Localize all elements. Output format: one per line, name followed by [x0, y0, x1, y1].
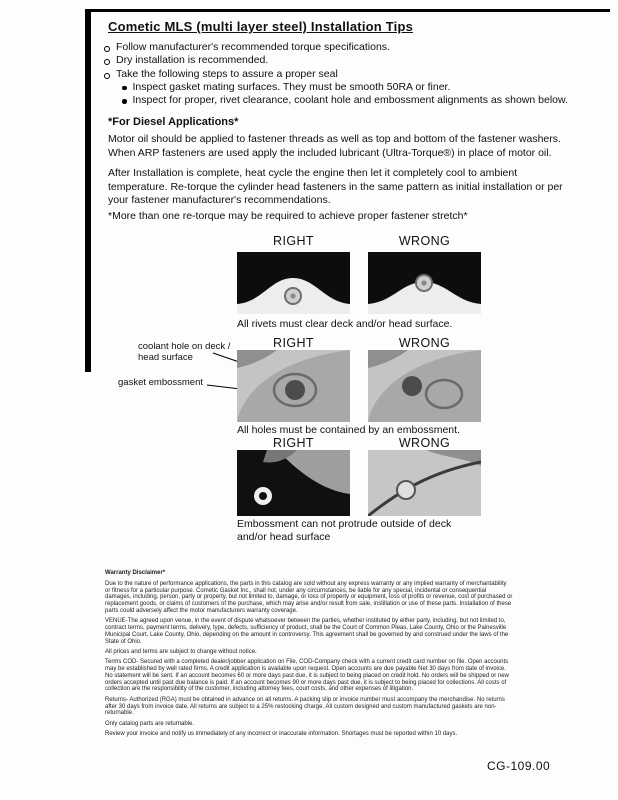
installation-tips-list — [104, 41, 584, 107]
protrusion-right-image — [237, 450, 350, 516]
embossment-right-image — [237, 350, 350, 422]
page-top-border — [88, 9, 610, 12]
page-title: Cometic MLS (multi layer steel) Installation Tips — [108, 19, 414, 34]
open-bullet-icon — [104, 59, 110, 65]
list-item — [104, 54, 584, 67]
legal-paragraph: VENUE-The agreed upon venue, in the event of dispute whatsoever between the parties, whether instituted by either party, including, but not limited to, contract terms, payment terms, delivery, type, defects, sufficiency of product, shall be the Court of Common Pleas, Lake County, Ohio or the Painesville Municipal Court, Lake County, Ohio, depending on the amount in controversy. This agreement shall be governed by and construed under the laws of the State of Ohio. — [105, 618, 509, 645]
list-item — [104, 68, 584, 81]
gasket-embossment-label: gasket embossment — [118, 377, 204, 388]
list-item — [104, 41, 584, 54]
legal-paragraph: Due to the nature of performance applications, the parts in this catalog are sold without any express warranty or any implied warranty of merchantability or fitness for a particular purpose. Cometic Gasket Inc., shall not, under any circumstances, be liable for any special, incidental or consequential damages, including, person, party or property, but not limited to, damage, or loss of property or equipment, loss of profits or revenue, cost of purchased or replacement goods, or claims of customers of the purchase, which may arise and/or result from sale, instillation or use of these parts. Installation of these parts could adversely affect the motor manufacturers warranty coverage. — [105, 580, 513, 614]
page-left-border — [85, 9, 91, 372]
coolant-hole-label: coolant hole on deck / head surface — [138, 341, 231, 363]
protrusion-caption: Embossment can not protrude outside of deck and/or head surface — [237, 518, 452, 543]
diesel-paragraph-2: After Installation is complete, heat cycle the engine then let it completely cool to ambient temperature. Re-torque the cylinder head fasteners in the same pattern as initial installation or per your fastener manufacturer's recommendations. — [108, 167, 563, 206]
retorque-note: *More than one re-torque may be required to achieve proper fastener stretch* — [108, 210, 468, 222]
list-item-text: Inspect for proper, rivet clearance, coolant hole and embossment alignments as shown below. — [132, 94, 568, 107]
embossment-caption: All holes must be contained by an embossment. — [237, 424, 460, 436]
right-label: RIGHT — [273, 436, 314, 450]
warranty-disclaimer-heading: Warranty Disclaimer* — [105, 570, 166, 576]
wrong-label: WRONG — [398, 234, 451, 248]
list-item-text: Follow manufacturer's recommended torque specifications. — [116, 41, 390, 53]
list-item — [122, 81, 584, 94]
legal-paragraph: Terms COD- Secured with a completed dealer/jobber application on File, COD-Company check with a current credit card number on file. Open accounts may be established by well rated firms. A credit application is available upon request. Open accounts are due payable Net 30 days from date of invoice. No statement will be sent. If an account becomes 60 or more days past due, it is subject to being placed on credit hold. No orders will be shipped or new orders accepted until past due balance is paid. If an account becomes 90 or more days past due, it is subject to being placed for collections. All costs of collection are the responsibility of the customer, including attorney fees, court costs, and other expenses of litigation. — [105, 659, 509, 693]
legal-paragraph: Returns- Authorized (RGA) must be obtained in advance on all returns. A packing slip or invoice number must accompany the merchandise. No returns after 30 days from invoice date. All returns are subject to a 25% restocking charge. All custom designed and custom manufactured gaskets are non-returnable. — [105, 696, 505, 717]
rivet-clearance-right-image — [237, 252, 350, 314]
protrusion-wrong-image — [368, 450, 481, 516]
diesel-paragraph-1: Motor oil should be applied to fastener threads as well as top and bottom of the fastener washers. When ARP fasteners are used apply the included lubricant (Ultra-Torque®) in place of motor oil. — [108, 133, 561, 159]
legal-paragraph: Only catalog parts are returnable. — [105, 720, 195, 727]
diesel-applications-heading: *For Diesel Applications* — [108, 116, 239, 128]
legal-paragraph: All prices and terms are subject to change without notice. — [105, 648, 257, 655]
open-bullet-icon — [104, 73, 110, 79]
wrong-label: WRONG — [398, 336, 451, 350]
right-label: RIGHT — [273, 234, 314, 248]
list-item — [122, 94, 584, 107]
list-item-text: Dry installation is recommended. — [116, 54, 269, 67]
warranty-disclaimer-section — [105, 570, 513, 741]
legal-paragraph: Review your invoice and notify us immediately of any incorrect or inaccurate information. Shortages must be reported within 10 days. — [105, 730, 458, 737]
list-item-text: Take the following steps to assure a proper seal — [116, 67, 338, 80]
open-bullet-icon — [104, 46, 110, 52]
list-item-text: Inspect gasket mating surfaces. They must be smooth 50RA or finer. — [132, 80, 451, 93]
right-label: RIGHT — [273, 336, 314, 350]
rivet-caption: All rivets must clear deck and/or head surface. — [237, 318, 453, 330]
rivet-clearance-wrong-image — [368, 252, 481, 314]
filled-bullet-icon — [122, 99, 127, 104]
wrong-label: WRONG — [398, 436, 451, 450]
page-code: CG-109.00 — [487, 759, 551, 773]
embossment-wrong-image — [368, 350, 481, 422]
filled-bullet-icon — [122, 86, 127, 91]
